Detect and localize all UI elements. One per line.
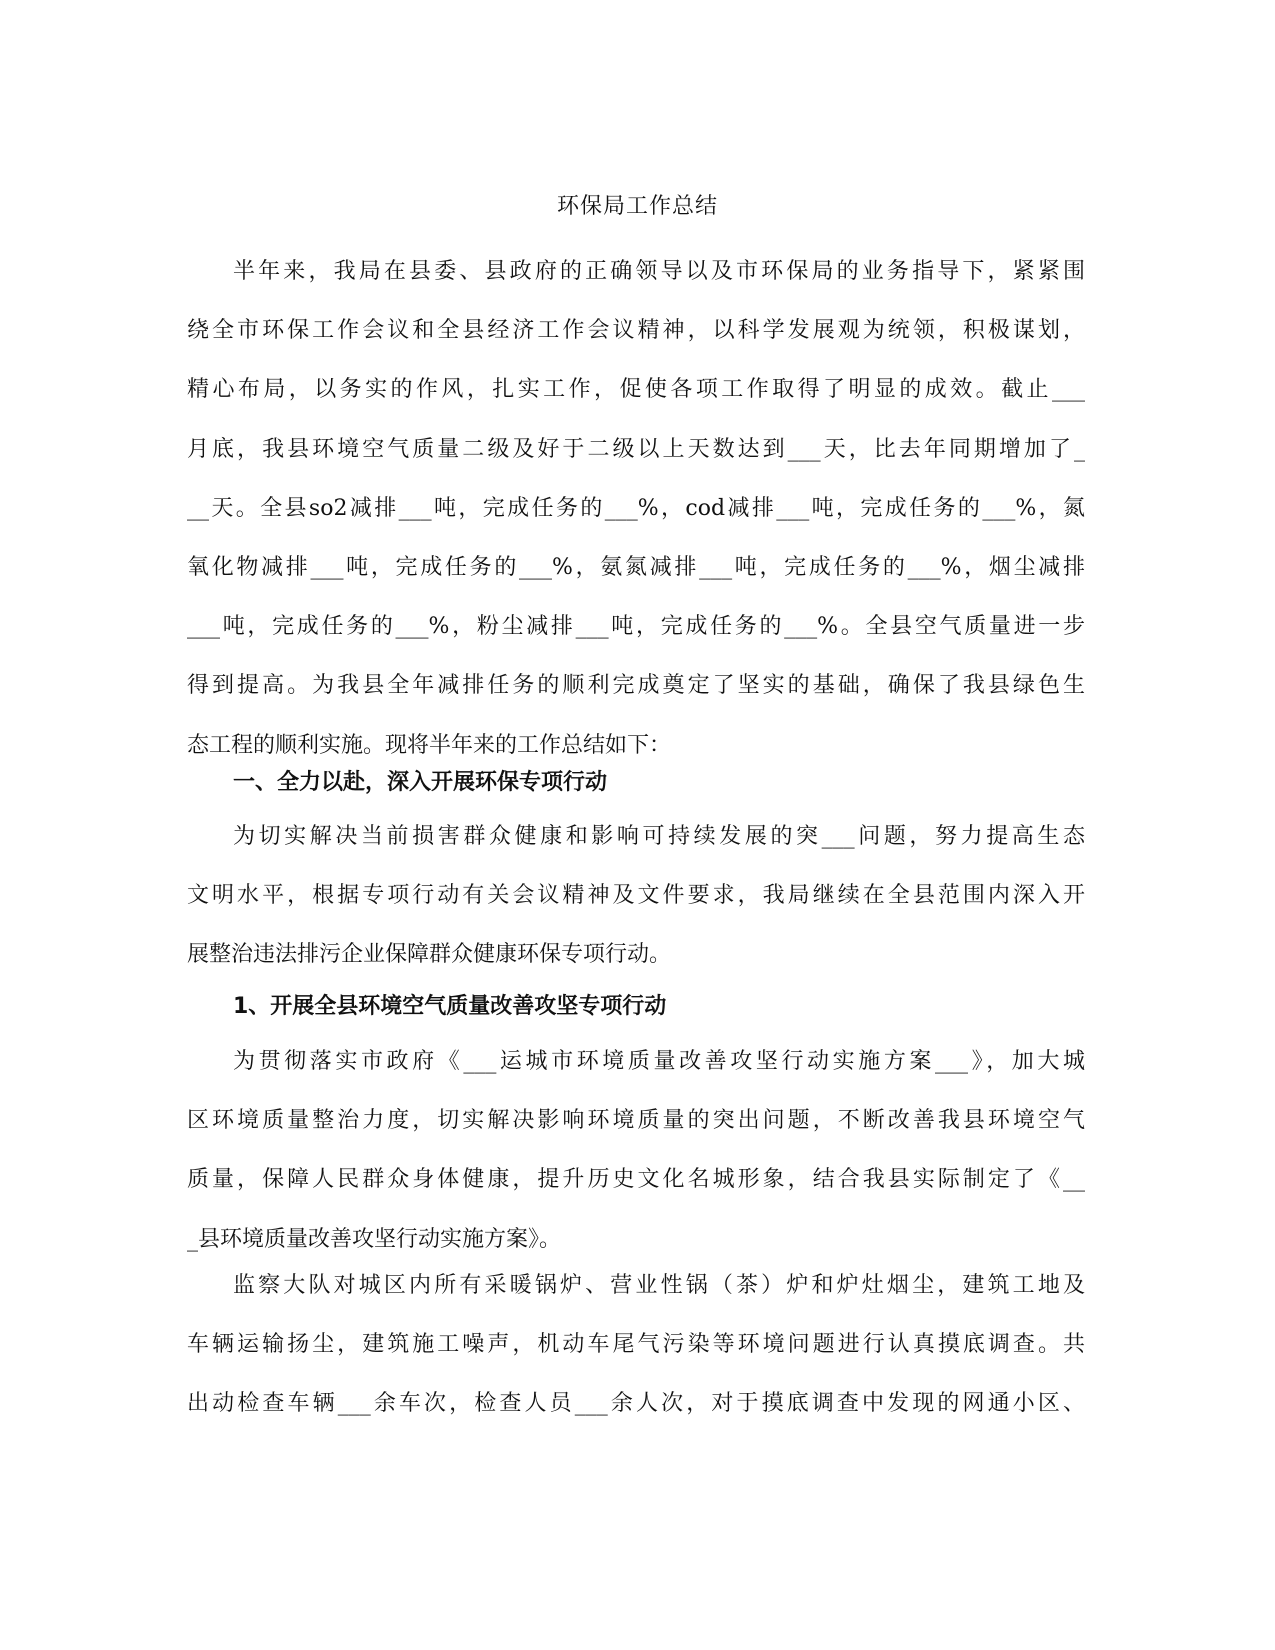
subsection-paragraph bbox=[187, 1032, 1085, 1269]
intro-paragraph bbox=[187, 242, 1085, 775]
paragraph-line: ___吨，完成任务的___%，粉尘减排___吨，完成任务的___%。全县空气质量进一步 bbox=[187, 614, 1085, 640]
paragraph-line: 为切实解决当前损害群众健康和影响可持续发展的突___问题，努力提高生态 bbox=[233, 824, 1085, 849]
subsection-heading: 1、开展全县环境空气质量改善攻坚专项行动 bbox=[233, 994, 667, 1019]
paragraph-line: 监察大队对城区内所有采暖锅炉、营业性锅（茶）炉和炉灶烟尘，建筑工地及 bbox=[233, 1273, 1085, 1298]
paragraph-line: 氧化物减排___吨，完成任务的___%，氨氮减排___吨，完成任务的___%，烟尘减排 bbox=[187, 554, 1085, 580]
paragraph-line: 车辆运输扬尘，建筑施工噪声，机动车尾气污染等环境问题进行认真摸底调查。共 bbox=[187, 1332, 1085, 1358]
paragraph-line: 态工程的顺利实施。现将半年来的工作总结如下： bbox=[187, 732, 672, 758]
paragraph-line: 区环境质量整治力度，切实解决影响环境质量的突出问题，不断改善我县环境空气 bbox=[187, 1108, 1085, 1134]
section1-paragraph bbox=[187, 807, 1085, 985]
paragraph-line: 质量，保障人民群众身体健康，提升历史文化名城形象，结合我县实际制定了《__ bbox=[187, 1167, 1085, 1193]
paragraph-line: 月底，我县环境空气质量二级及好于二级以上天数达到___天，比去年同期增加了_ bbox=[187, 436, 1085, 462]
paragraph-line: 精心布局，以务实的作风，扎实工作，促使各项工作取得了明显的成效。截止___ bbox=[187, 377, 1085, 403]
document-title: 环保局工作总结 bbox=[556, 194, 718, 219]
subsection-paragraph-2 bbox=[187, 1256, 1085, 1434]
paragraph-line: __天。全县so2减排___吨，完成任务的___%，cod减排___吨，完成任务的___%，氮 bbox=[187, 495, 1085, 521]
paragraph-line: 绕全市环保工作会议和全县经济工作会议精神，以科学发展观为统领，积极谋划， bbox=[187, 318, 1085, 344]
paragraph-line: 半年来，我局在县委、县政府的正确领导以及市环保局的业务指导下，紧紧围 bbox=[233, 259, 1085, 284]
paragraph-line: 文明水平，根据专项行动有关会议精神及文件要求，我局继续在全县范围内深入开 bbox=[187, 883, 1085, 909]
paragraph-line: _县环境质量改善攻坚行动实施方案》。 bbox=[187, 1226, 562, 1252]
paragraph-line: 为贯彻落实市政府《___运城市环境质量改善攻坚行动实施方案___》，加大城 bbox=[233, 1049, 1085, 1074]
section-heading: 一、全力以赴，深入开展环保专项行动 bbox=[233, 770, 608, 795]
paragraph-line: 得到提高。为我县全年减排任务的顺利完成奠定了坚实的基础，确保了我县绿色生 bbox=[187, 673, 1085, 699]
paragraph-line: 出动检查车辆___余车次，检查人员___余人次，对于摸底调查中发现的网通小区、 bbox=[187, 1391, 1085, 1417]
paragraph-line: 展整治违法排污企业保障群众健康环保专项行动。 bbox=[187, 942, 672, 968]
